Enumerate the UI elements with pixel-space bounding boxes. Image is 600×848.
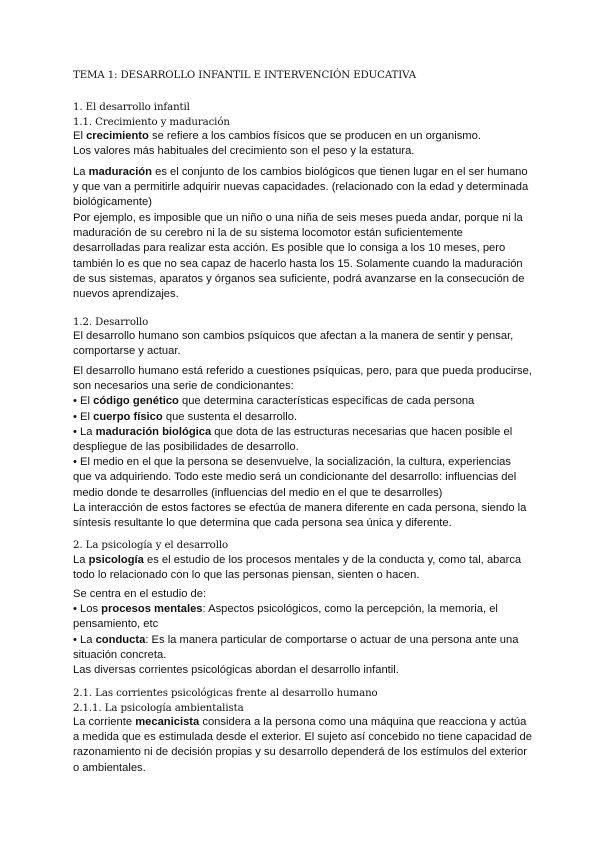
paragraph-desarrollo-definicion: El desarrollo humano son cambios psíquicos que afectan a la manera de sentir y pensar, comportarse y actuar. [73, 330, 514, 358]
subsection-2-1-heading: 2.1. Las corrientes psicológicas frente al desarrollo humano [73, 688, 378, 699]
subsection-2-1-1-heading: 2.1.1. La psicología ambientalista [73, 703, 244, 714]
paragraph-desarrollo-condicionantes: El desarrollo humano está referido a cuestiones psíquicas, pero, para que pueda producirse, son necesarios una serie de condicionantes: • El código genético que determina características específicas de cada persona • El cuerpo físico que sustenta el desarrollo. • La maduración biológica que dota de las estructuras necesarias que hacen posible el despliegue de las posibilidades de desarrollo. • El medio en el que la persona se desenvuelve, la socialización, la cultura, experiencias que va adquiriendo. Todo este medio será un condicionante del desarrollo: influencias del medio donde te desarrolles (influencias del medio en el que te desarrolles) La interacción de estos factores se efectúa de manera diferente en cada persona, siendo la síntesis resultante lo que determina que cada persona sea única y diferente. [73, 364, 543, 531]
section-2-heading: 2. La psicología y el desarrollo [73, 540, 229, 551]
paragraph-psicologia: La psicología es el estudio de los procesos mentales y de la conducta y, como tal, abarca todo lo relacionado con lo que las personas piensan, sienten o hacen. [73, 554, 522, 582]
term-crecimiento: crecimiento [86, 130, 149, 142]
bullet-codigo-genetico: • El código genético que determina características específicas de cada persona [73, 395, 475, 408]
paragraph-ejemplo: Por ejemplo, es imposible que un niño o una niña de seis meses pueda andar, porque ni la maduración de su cerebro ni la de su sistema locomotor están suficientemente desarrolladas para realizar esta acción. Es posible que lo consiga a los 10 meses, pero también lo es que no sea capaz de hacerlo hasta los 15. Solamente cuando la maduración de sus sistemas, aparatos y órganos sea suficiente, podrá avanzarse en la consecución de nuevos aprendizajes. [73, 212, 525, 301]
term-psicologia: psicología [88, 554, 144, 566]
paragraph-crecimiento: El crecimiento se refiere a los cambios físicos que se producen en un organismo. Los valores más habituales del crecimiento son el peso y la estatura. [73, 130, 481, 158]
subsection-1-1-heading: 1.1. Crecimiento y maduración [73, 117, 230, 128]
bullet-procesos-mentales: • Los procesos mentales: Aspectos psicológicos, como la percepción, la memoria, el [73, 603, 498, 616]
bullet-cuerpo-fisico: • El cuerpo físico que sustenta el desarrollo. [73, 410, 298, 423]
section-1-heading: 1. El desarrollo infantil [73, 102, 190, 113]
paragraph-mecanicista: La corriente mecanicista considera a la persona como una máquina que reacciona y actúa a medida que es estimulada desde el exterior. El sujeto así concebido no tiene capacidad de razonamiento ni de decisión propias y su desarrollo dependerá de los estímulos del exterior o ambientales. [73, 716, 532, 774]
paragraph-maduracion: La maduración es el conjunto de los cambios biológicos que tienen lugar en el ser humano y que van a permitirle adquirir nuevas capacidades. (relacionado con la edad y determinada biológicamente) [73, 166, 529, 209]
document-title: TEMA 1: DESARROLLO INFANTIL E INTERVENCIÓN EDUCATIVA [73, 70, 416, 81]
paragraph-centra: Se centra en el estudio de: • Los procesos mentales: Aspectos psicológicos, como la percepción, la memoria, el pensamiento, etc • La conducta: Es la manera particular de comportarse o actuar de una persona ante una situación concreta. Las diversas corrientes psicológicas abordan el desarrollo infantil. [73, 587, 543, 678]
bullet-maduracion-biologica: • La maduración biológica que dota de las estructuras necesarias que hacen posible el [73, 425, 513, 438]
term-maduracion: maduración [88, 166, 152, 178]
bullet-medio: • El medio en el que la persona se desenvuelve, la socialización, la cultura, experiencias [73, 456, 511, 469]
term-mecanicista: mecanicista [135, 716, 200, 728]
subsection-1-2-heading: 1.2. Desarrollo [73, 317, 149, 328]
bullet-conducta: • La conducta: Es la manera particular de comportarse o actuar de una persona ante una [73, 633, 519, 646]
